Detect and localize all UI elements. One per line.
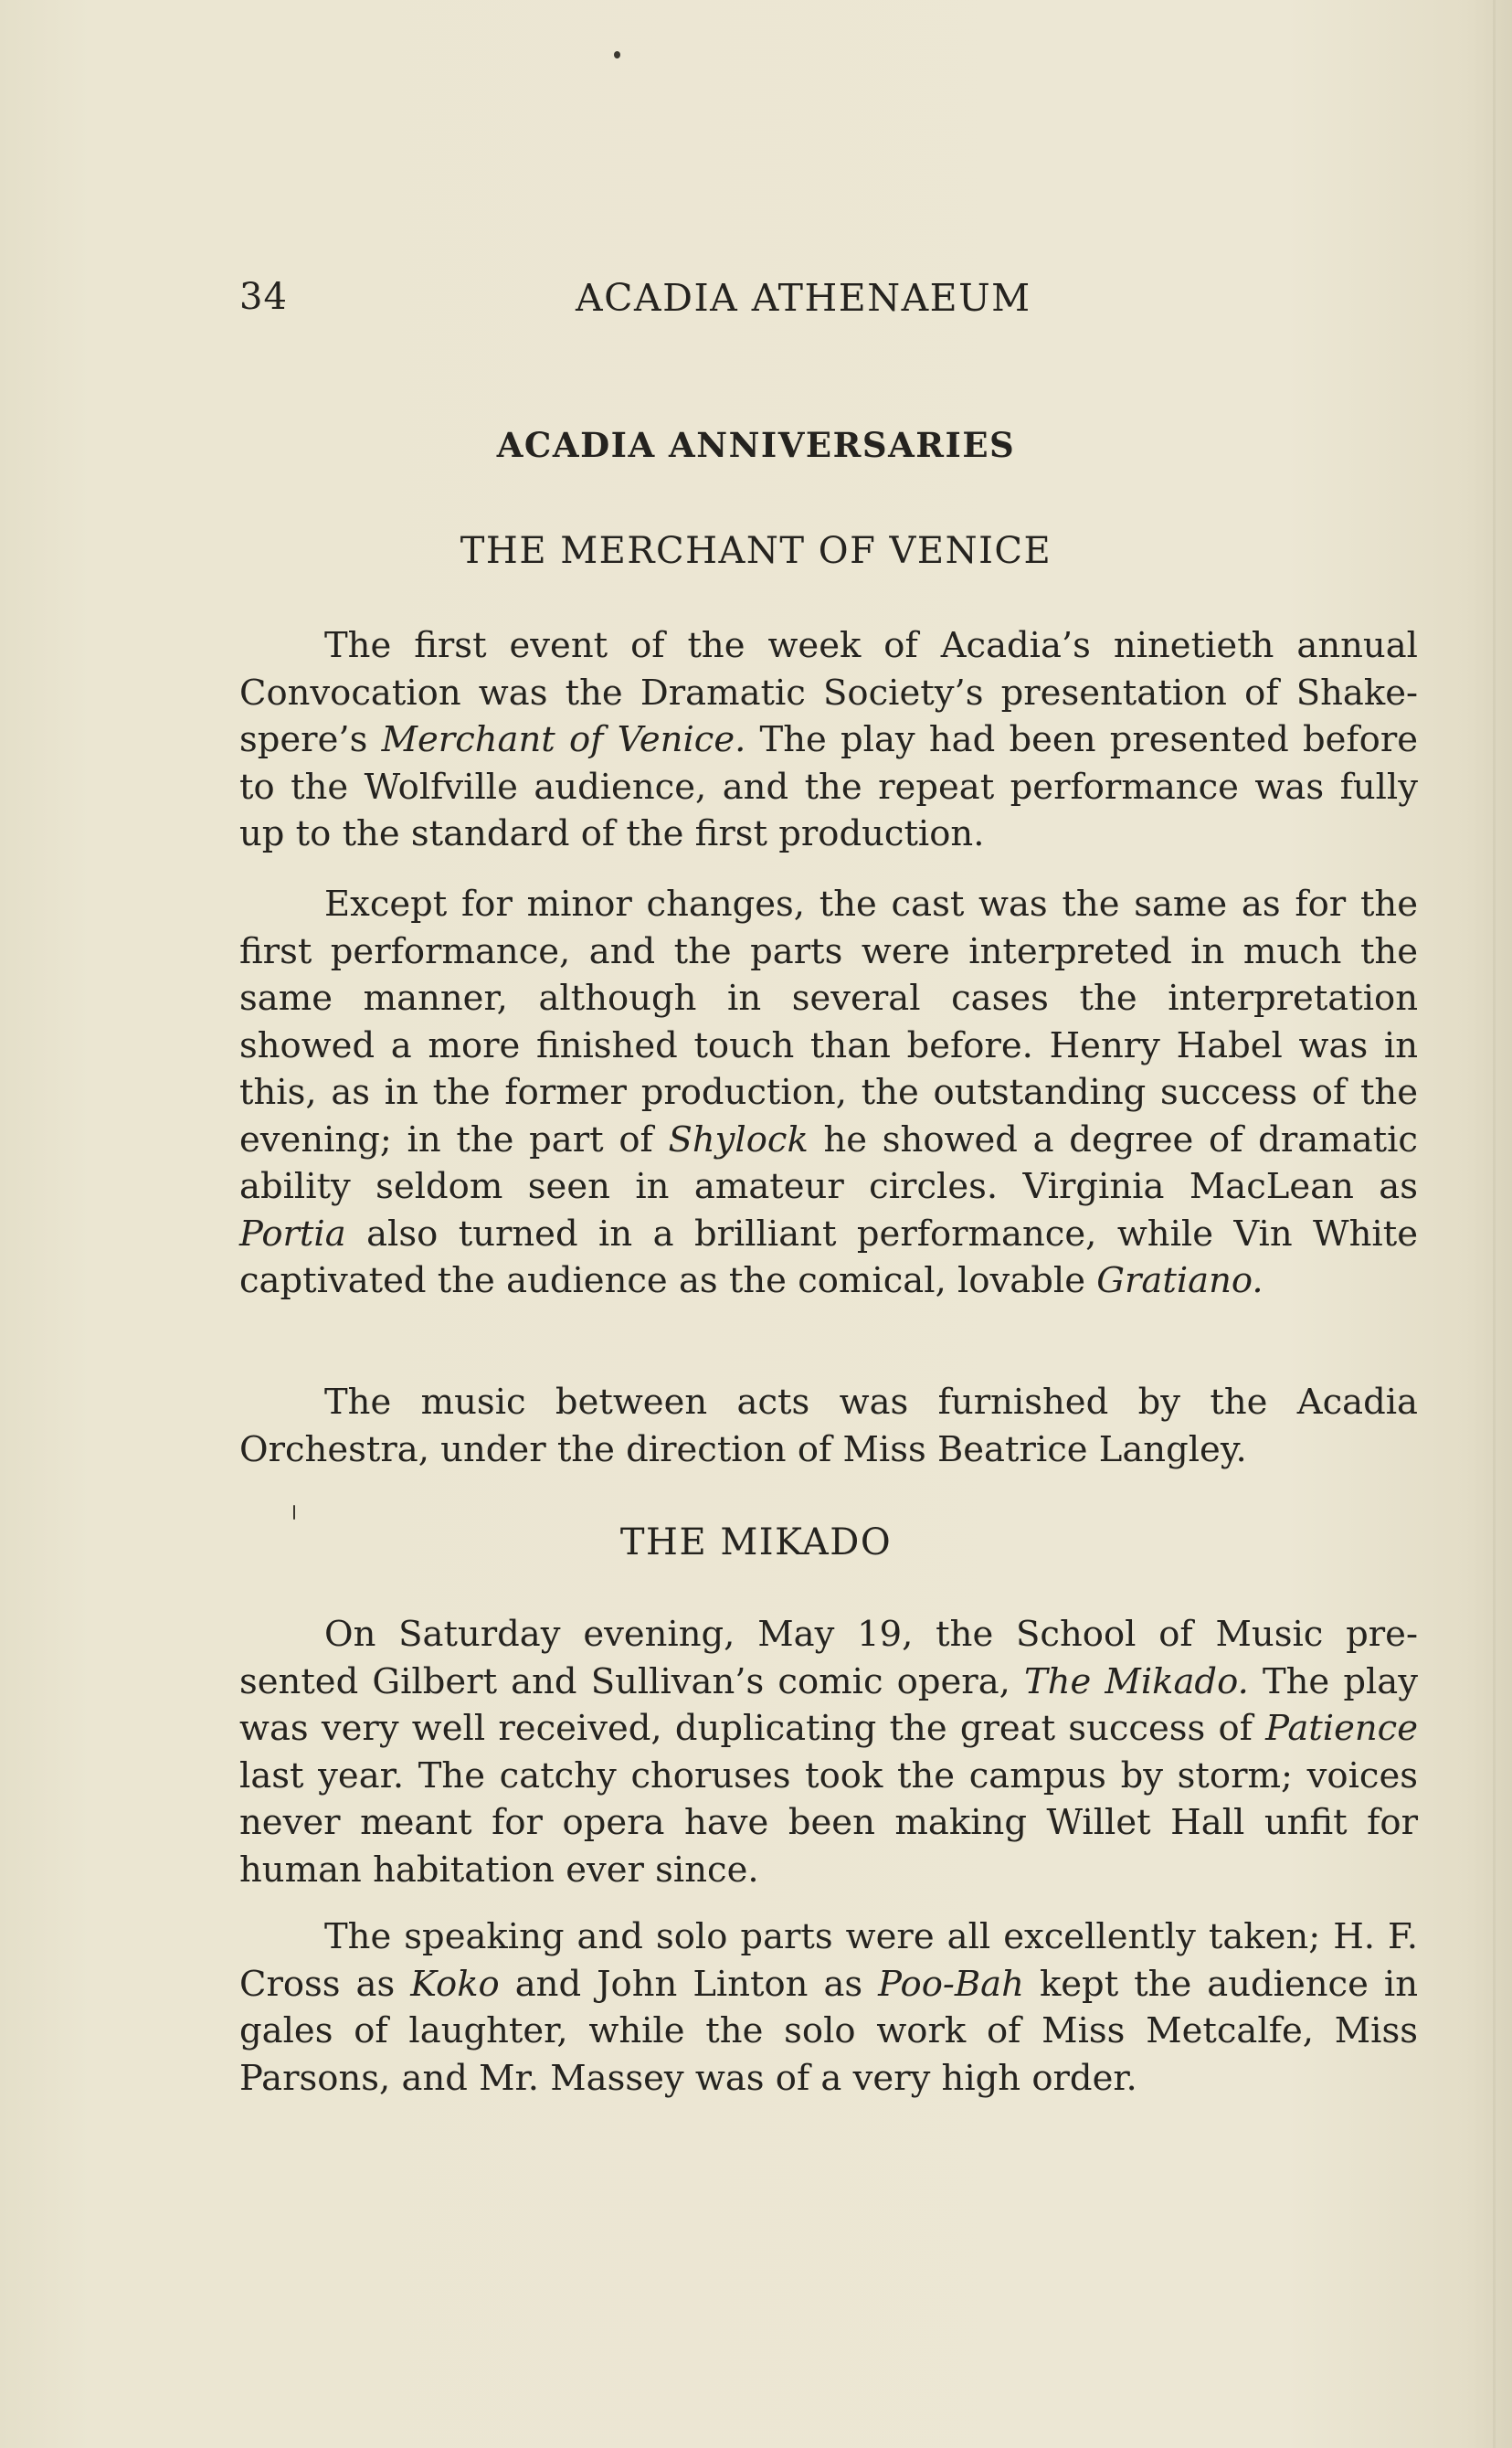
section-title: ACADIA ANNIVERSARIES	[496, 425, 1016, 465]
role-name: Portia	[239, 1213, 346, 1255]
mikado-paragraph-2	[239, 1913, 1418, 2102]
text-run: Except for minor changes, the cast was the same as for the first performance, and the parts were interpreted in much the same manner, although in several cases the interpretation showed a more finished touch than before. Henry Habel was in this, as in the former production, the outstanding success of the evening; in the part of	[239, 884, 1418, 1160]
text-run: On Saturday evening, May 19, the School of Music presented Gilbert and Sullivan’s comic opera,	[239, 1614, 1418, 1702]
merchant-paragraph-2	[239, 881, 1418, 1305]
text-run: kept the audience in gales of laughter, while the solo work of Miss Metcalfe, Miss Parsons, and Mr. Massey was of a very high order.	[239, 1963, 1418, 2099]
text-run: also turned in a brilliant performance, while Vin White captivated the audience as the comical, lovable	[239, 1213, 1418, 1301]
paper-speck	[293, 1505, 295, 1520]
merchant-paragraph-1	[239, 622, 1418, 858]
text-run: The first event of the week of Acadia’s ninetieth annual Convocation was the Dramatic Society’s presentation of Shakespere’s	[239, 625, 1418, 760]
text-run: The play was very well received, duplicating the great success of	[239, 1660, 1418, 1749]
text-run: last year. The catchy choruses took the campus by storm; voices never meant for opera have been making Willet Hall unfit for human habitation ever since.	[239, 1754, 1418, 1891]
play-title: Patience	[1265, 1708, 1418, 1749]
merchant-heading: THE MERCHANT OF VENICE	[460, 530, 1052, 572]
mikado-paragraph-1	[239, 1611, 1418, 1893]
play-title: The Mikado.	[1024, 1660, 1249, 1702]
role-name: Shylock	[668, 1118, 809, 1160]
play-title: Merchant of Venice.	[381, 719, 746, 760]
page-number: 34	[239, 276, 288, 318]
page-edge	[1493, 0, 1496, 2448]
role-name: Koko	[410, 1963, 500, 2005]
text-run: he showed a degree of dramatic ability seldom seen in amateur circles. Virginia MacLean as	[239, 1118, 1418, 1207]
role-name: Gratiano.	[1096, 1260, 1264, 1301]
role-name: Poo-Bah	[878, 1963, 1024, 2005]
merchant-paragraph-3: The music between acts was furnished by the Acadia Orchestra, under the direction of Miss Beatrice Langley.	[239, 1382, 1418, 1470]
running-head	[239, 276, 1420, 331]
mikado-heading: THE MIKADO	[619, 1521, 893, 1563]
journal-title: ACADIA ATHENAEUM	[576, 276, 1031, 320]
text-run: and John Linton as	[499, 1963, 879, 2005]
paper-speck	[614, 51, 620, 58]
text-run: The speaking and solo parts were all excellently taken; H. F. Cross as	[239, 1916, 1418, 2005]
text-run: The play had been presented before to the Wolfville audience, and the repeat performance was fully up to the standard of the first production.	[239, 719, 1419, 854]
